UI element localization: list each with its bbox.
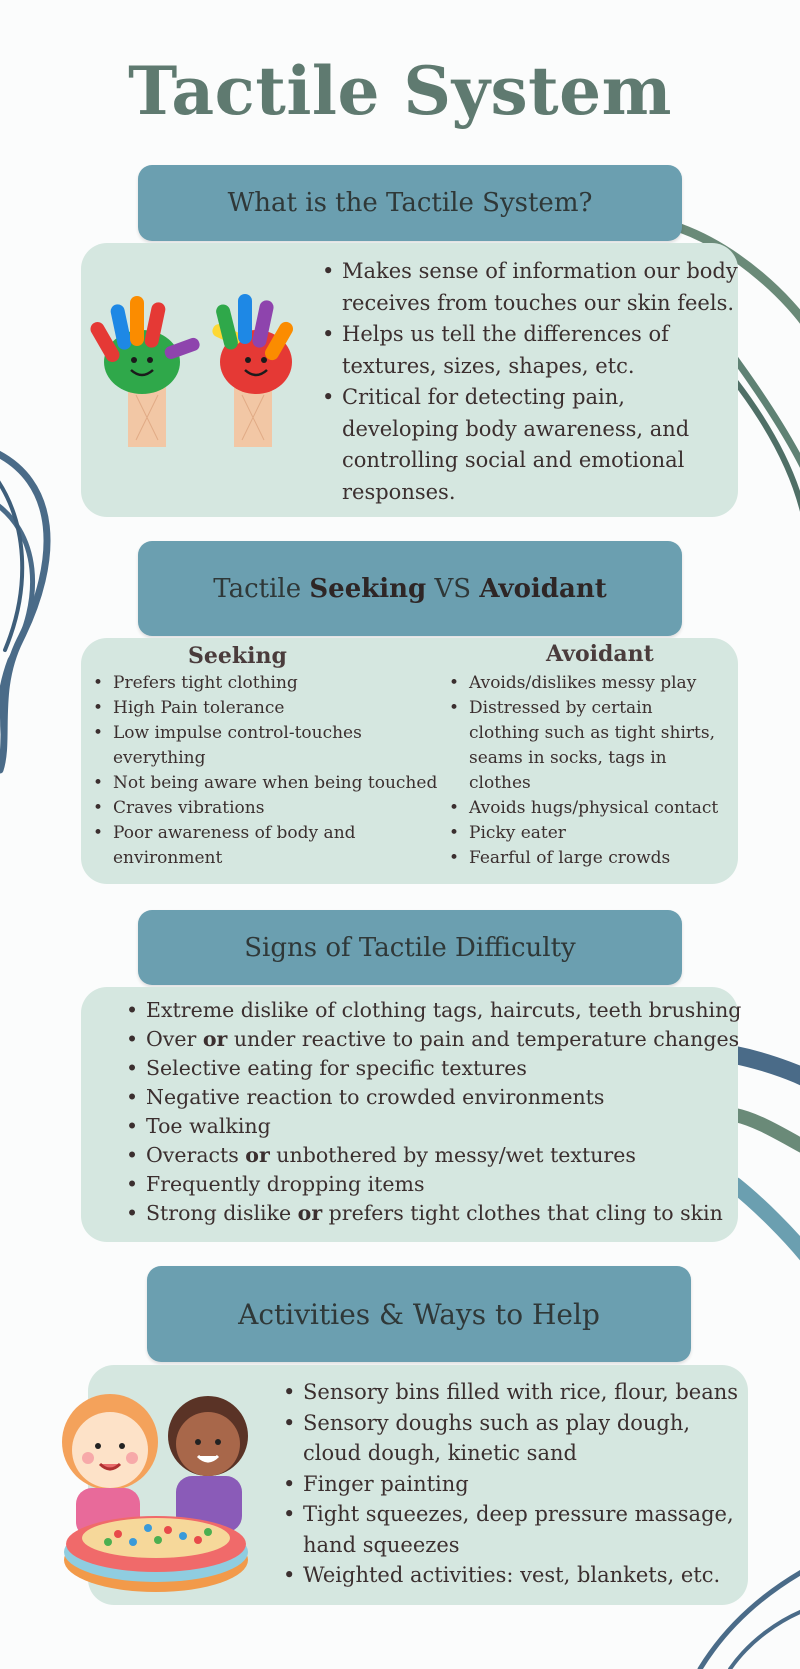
hands-icon [86, 290, 318, 460]
section-header-what-is: What is the Tactile System? [138, 165, 682, 241]
avoidant-column-title: Avoidant [546, 641, 654, 667]
list-item: • Critical for detecting pain, developing body awareness, and controlling social and emotional responses. [342, 382, 742, 508]
list-item: • Extreme dislike of clothing tags, haircuts, teeth brushing [146, 996, 766, 1025]
list-item: • Craves vibrations [113, 796, 443, 821]
activities-bullet-list [303, 1377, 743, 1591]
list-item: • Avoids hugs/physical contact [469, 796, 727, 821]
page-title: Tactile System [128, 52, 672, 130]
list-item: • Distressed by certain clothing such as tight shirts, seams in socks, tags in clothes [469, 696, 727, 796]
list-item: • Tight squeezes, deep pressure massage, hand squeezes [303, 1499, 743, 1560]
list-item: • Frequently dropping items [146, 1170, 766, 1199]
signs-bullet-list [146, 996, 766, 1228]
list-item: • Negative reaction to crowded environments [146, 1083, 766, 1112]
list-item: • Over or under reactive to pain and temperature changes [146, 1025, 766, 1054]
section-header-activities: Activities & Ways to Help [147, 1266, 691, 1362]
list-item: • Weighted activities: vest, blankets, etc. [303, 1560, 743, 1591]
list-item: • Avoids/dislikes messy play [469, 671, 727, 696]
list-item: • Selective eating for specific textures [146, 1054, 766, 1083]
list-item: • Overacts or unbothered by messy/wet textures [146, 1141, 766, 1170]
list-item: • Picky eater [469, 821, 727, 846]
header-text: Tactile [213, 573, 310, 604]
list-item: • Toe walking [146, 1112, 766, 1141]
kids-sensory-bin-icon [48, 1372, 270, 1598]
list-item: • Helps us tell the differences of textures, sizes, shapes, etc. [342, 319, 742, 382]
header-text: VS [426, 573, 480, 604]
section-header-seeking-vs-avoidant [138, 541, 682, 636]
header-text-bold: Avoidant [479, 573, 607, 604]
list-item: • Strong dislike or prefers tight clothes that cling to skin [146, 1199, 766, 1228]
header-text-bold: Seeking [309, 573, 427, 604]
list-item: • Poor awareness of body and environment [113, 821, 443, 871]
list-item: • Not being aware when being touched [113, 771, 443, 796]
avoidant-list [469, 671, 727, 871]
seeking-list [113, 671, 443, 871]
list-item: • Prefers tight clothing [113, 671, 443, 696]
list-item: • Sensory bins filled with rice, flour, beans [303, 1377, 743, 1408]
list-item: • Sensory doughs such as play dough, cloud dough, kinetic sand [303, 1408, 743, 1469]
seeking-column-title: Seeking [188, 643, 287, 669]
what-is-bullet-list [342, 256, 742, 508]
list-item: • Low impulse control-touches everything [113, 721, 443, 771]
list-item: • Finger painting [303, 1469, 743, 1500]
list-item: • High Pain tolerance [113, 696, 443, 721]
section-header-signs: Signs of Tactile Difficulty [138, 910, 682, 985]
list-item: • Makes sense of information our body receives from touches our skin feels. [342, 256, 742, 319]
list-item: • Fearful of large crowds [469, 846, 727, 871]
